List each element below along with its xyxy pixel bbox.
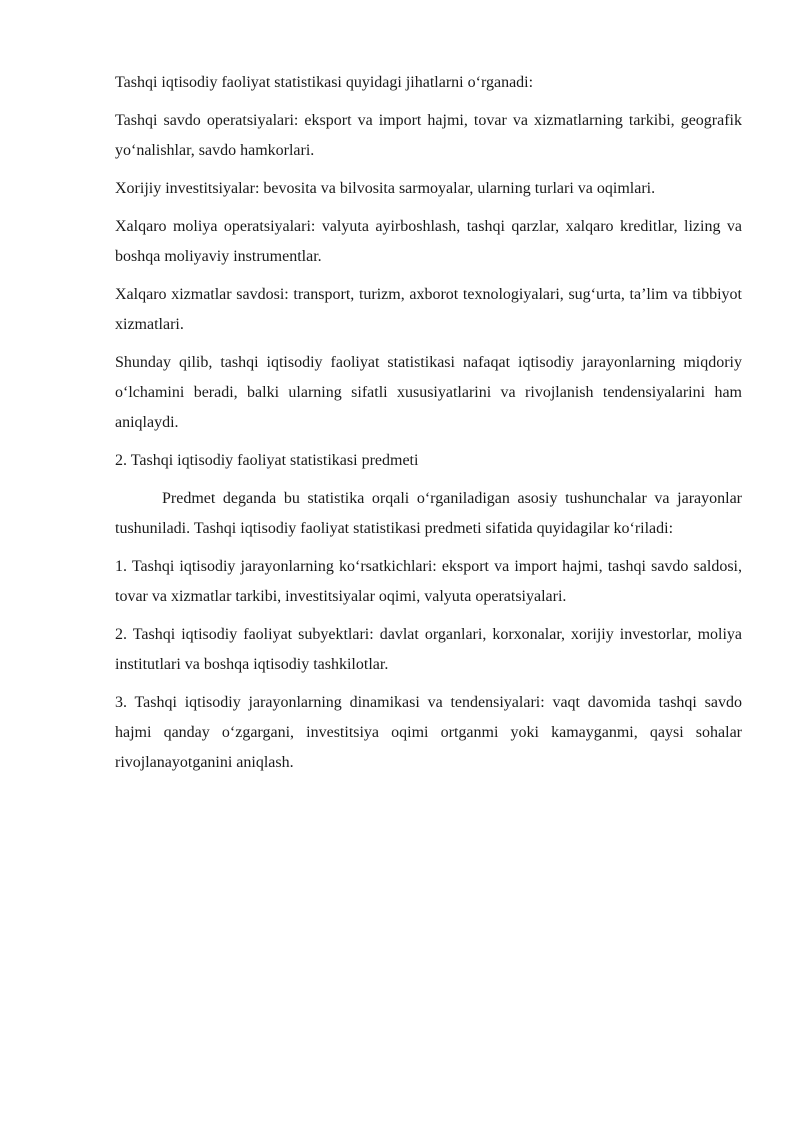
international-finance-paragraph: Xalqaro moliya operatsiyalari: valyuta ayirboshlash, tashqi qarzlar, xalqaro kreditlar, lizing va boshqa moliyaviy instrumentlar. (115, 218, 742, 265)
list-item-dynamics: 3. Tashqi iqtisodiy jarayonlarning dinamikasi va tendensiyalari: vaqt davomida tashqi savdo hajmi qanday o‘zgargani, investitsiya oqimi ortganmi yoki kamayganmi, qaysi sohalar rivojlanayotganini aniqlash. (115, 694, 742, 771)
foreign-investment-paragraph: Xorijiy investitsiyalar: bevosita va bilvosita sarmoyalar, ularning turlari va oqimlari. (115, 180, 656, 197)
foreign-trade-paragraph: Tashqi savdo operatsiyalari: eksport va import hajmi, tovar va xizmatlarning tarkibi, geografik yo‘nalishlar, savdo hamkorlari. (115, 112, 742, 159)
list-item-subjects: 2. Tashqi iqtisodiy faoliyat subyektlari: davlat organlari, korxonalar, xorijiy investorlar, moliya institutlari va boshqa iqtisodiy tashkilotlar. (115, 626, 742, 673)
section-heading: 2. Tashqi iqtisodiy faoliyat statistikasi predmeti (115, 452, 419, 469)
international-services-paragraph: Xalqaro xizmatlar savdosi: transport, turizm, axborot texnologiyalari, sug‘urta, ta’lim va tibbiyot xizmatlari. (115, 286, 742, 333)
document-page (115, 68, 742, 786)
subject-definition-paragraph: Predmet deganda bu statistika orqali o‘rganiladigan asosiy tushunchalar va jarayonlar tushuniladi. Tashqi iqtisodiy faoliyat statistikasi predmeti sifatida quyidagilar ko‘riladi: (115, 490, 742, 537)
intro-paragraph: Tashqi iqtisodiy faoliyat statistikasi quyidagi jihatlarni o‘rganadi: (115, 74, 534, 91)
conclusion-paragraph: Shunday qilib, tashqi iqtisodiy faoliyat statistikasi nafaqat iqtisodiy jarayonlarning miqdoriy o‘lchamini beradi, balki ularning sifatli xususiyatlarini va rivojlanish tendensiyalarini ham aniqlaydi. (115, 354, 742, 431)
list-item-indicators: 1. Tashqi iqtisodiy jarayonlarning ko‘rsatkichlari: eksport va import hajmi, tashqi savdo saldosi, tovar va xizmatlar tarkibi, investitsiyalar oqimi, valyuta operatsiyalari. (115, 558, 742, 605)
